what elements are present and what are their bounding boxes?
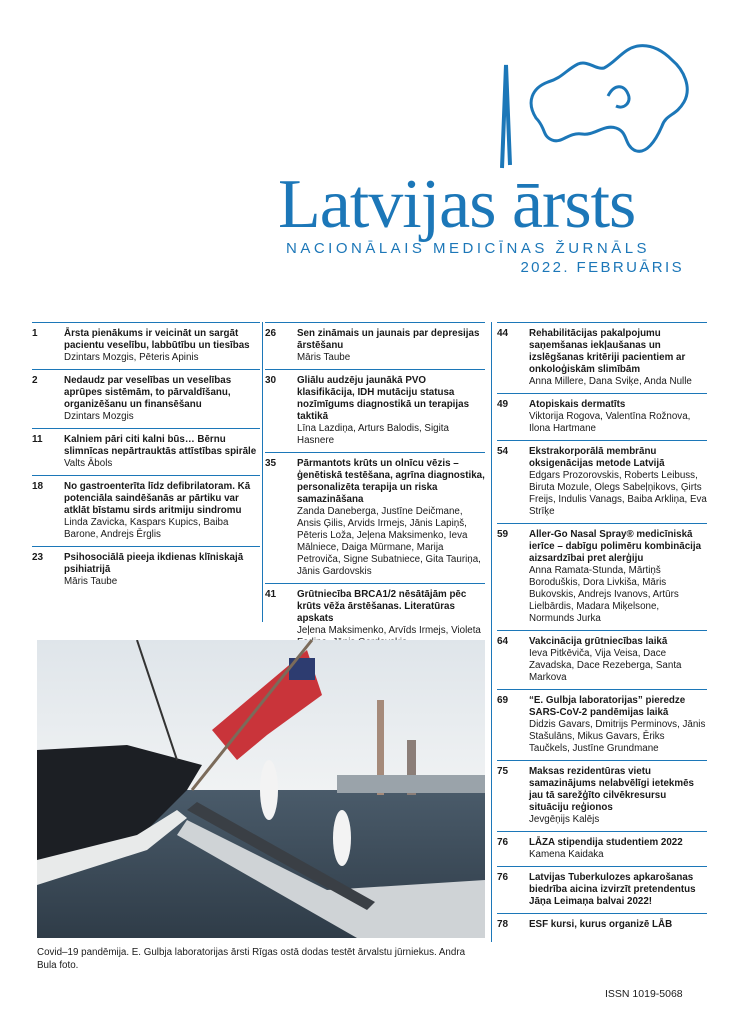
toc-entry[interactable] — [497, 630, 707, 689]
toc-entry[interactable] — [497, 689, 707, 760]
toc-page-number: 75 — [497, 766, 509, 777]
toc-page-number: 1 — [32, 328, 38, 339]
toc-article-title: Ārsta pienākums ir veicināt un sargāt pacientu veselību, labbūtību un tiesības — [64, 328, 250, 351]
toc-article-authors: Anna Millere, Dana Sviķe, Anda Nulle — [529, 376, 692, 387]
toc-entry[interactable] — [265, 322, 485, 369]
toc-entry[interactable] — [497, 831, 707, 866]
toc-entry[interactable] — [265, 452, 485, 583]
ship-photo-illustration — [37, 640, 485, 938]
toc-page-number: 44 — [497, 328, 509, 339]
toc-page-number: 41 — [265, 589, 277, 600]
toc-entry[interactable] — [497, 523, 707, 630]
toc-article-authors: Dzintars Mozgis, Pēteris Apinis — [64, 352, 199, 363]
toc-article-title: Latvijas Tuberkulozes apkarošanas biedrība aicina izvirzīt pretendentus Jāņa Leimaņa balvai 2022! — [529, 872, 696, 907]
toc-article-authors: Dzintars Mozgis — [64, 411, 134, 422]
toc-article-authors: Valts Ābols — [64, 458, 113, 469]
toc-entry[interactable] — [32, 369, 260, 428]
toc-article-title: Ekstrakorporālā membrānu oksigenācijas metode Latvijā — [529, 446, 665, 469]
toc-entry[interactable] — [497, 760, 707, 831]
toc-article-title: Atopiskais dermatīts — [529, 399, 626, 410]
toc-article-title: Nedaudz par veselības un veselības aprūpes sistēmām, to pārvaldīšanu, organizēšanu un finansēšanu — [64, 375, 232, 410]
cover-photo — [37, 640, 485, 938]
toc-article-authors: Zanda Daneberga, Justīne Deičmane, Ansis Ģilis, Arvids Irmejs, Jānis Lapiņš, Pēteris Loža, Jeļena Maksimenko, Ieva Mālniece, Daiga Mūrmane, Marija Petroviča, Signe Subatniece, Gita Tauriņa, Jānis Gardovskis — [297, 506, 481, 577]
magazine-title: Latvijas ārsts — [278, 166, 636, 243]
toc-page-number: 54 — [497, 446, 509, 457]
toc-page-number: 26 — [265, 328, 277, 339]
toc-article-authors: Viktorija Rogova, Valentīna Rožnova, Ilona Hartmane — [529, 411, 691, 434]
toc-article-title: ESF kursi, kurus organizē LĀB — [529, 919, 673, 930]
toc-article-authors: Kamena Kaidaka — [529, 849, 604, 860]
toc-column-2 — [265, 322, 485, 654]
toc-page-number: 76 — [497, 837, 509, 848]
toc-page-number: 76 — [497, 872, 509, 883]
toc-page-number: 78 — [497, 919, 509, 930]
masthead — [278, 40, 698, 290]
toc-article-title: Pārmantots krūts un olnīcu vēzis – ģenētiskā testēšana, agrīna diagnostika, personalizēta terapija un riska samazināšana — [297, 458, 485, 505]
toc-page-number: 18 — [32, 481, 44, 492]
toc-article-title: No gastroenterīta līdz defibrilatoram. Kā potenciāla saindēšanās ar pārtiku var atklāt bīstamu sirds aritmiju sindromu — [64, 481, 251, 516]
toc-entry[interactable] — [265, 369, 485, 452]
toc-entry[interactable] — [32, 546, 260, 593]
toc-column-3 — [497, 322, 707, 936]
toc-article-authors: Linda Zavicka, Kaspars Kupics, Baiba Barone, Andrejs Ērglis — [64, 517, 229, 540]
magazine-subtitle: NACIONĀLAIS MEDICĪNAS ŽURNĀLS — [286, 240, 651, 257]
toc-article-title: Vakcinācija grūtniecības laikā — [529, 636, 668, 647]
toc-article-title: “E. Gulbja laboratorijas” pieredze SARS-CoV-2 pandēmijas laikā — [529, 695, 686, 718]
toc-page-number: 30 — [265, 375, 277, 386]
toc-article-authors: Jeļena Maksimenko, Arvīds Irmejs, Violeta — [297, 625, 481, 636]
toc-article-title: Psihosociālā pieeja ikdienas klīniskajā psihiatrijā — [64, 552, 244, 575]
toc-entry[interactable] — [497, 322, 707, 393]
toc-page-number: 64 — [497, 636, 509, 647]
toc-entry[interactable] — [497, 393, 707, 440]
toc-page-number: 35 — [265, 458, 277, 469]
toc-page-number: 49 — [497, 399, 509, 410]
toc-entry[interactable] — [32, 322, 260, 369]
toc-entry[interactable] — [497, 913, 707, 936]
toc-page-number: 23 — [32, 552, 44, 563]
toc-article-title: Maksas rezidentūras vietu samazinājums nelabvēlīgi ietekmēs jau tā sarežģīto cilvēkresursu situāciju reģionos — [529, 766, 694, 813]
toc-column-1 — [32, 322, 260, 593]
toc-entry[interactable] — [497, 440, 707, 523]
toc-article-authors: Māris Taube — [297, 352, 351, 363]
column-divider — [491, 322, 492, 942]
issue-date: 2022. FEBRUĀRIS — [520, 259, 684, 276]
toc-article-authors: Jevgēņijs Kalējs — [529, 814, 600, 825]
toc-article-authors: Edgars Prozorovskis, Roberts Leibuss, Biruta Mozule, Olegs Sabeļņikovs, Ģirts Freijs, Indulis Vanags, Baiba Arkliņa, Eva Strīķe — [529, 470, 707, 517]
toc-entry[interactable] — [32, 475, 260, 546]
toc-article-title: Grūtniecība BRCA1/2 nēsātājām pēc krūts vēža ārstēšanas. Literatūras apskats — [297, 589, 467, 624]
toc-page-number: 2 — [32, 375, 38, 386]
toc-article-authors: Didzis Gavars, Dmitrijs Perminovs, Jānis Stašulāns, Mikus Gavars, Ēriks Taučkels, Justīne Grundmane — [529, 719, 706, 754]
toc-page-number: 11 — [32, 434, 43, 445]
toc-article-authors: Māris Taube — [64, 576, 118, 587]
toc-article-authors: Anna Ramata-Stunda, Mārtiņš Boroduškis, Dora Livkiša, Māris Bukovskis, Andrejs Ivanovs, Artūrs Lielbārdis, Madara Miķelsone, Normunds Jurka — [529, 565, 679, 624]
toc-page-number: 59 — [497, 529, 509, 540]
toc-article-authors: Ieva Pitkēviča, Vija Veisa, Dace Zavadska, Dace Rezeberga, Santa Markova — [529, 648, 682, 683]
toc-article-title: Aller-Go Nasal Spray® medicīniskā ierīce – dabīgu polimēru kombinācija aizsardzībai pret alerģiju — [529, 529, 702, 564]
toc-article-title: Sen zināmais un jaunais par depresijas ārstēšanu — [297, 328, 480, 351]
toc-article-title: LĀZA stipendija studentiem 2022 — [529, 837, 683, 848]
toc-page-number: 69 — [497, 695, 509, 706]
issn-number: ISSN 1019-5068 — [605, 988, 683, 1000]
column-divider — [262, 322, 263, 622]
toc-entry[interactable] — [32, 428, 260, 475]
toc-article-title: Rehabilitācijas pakalpojumu saņemšanas iekļaušanas un izslēgšanas kritēriji pacientiem ar onkoloģiskām slimībām — [529, 328, 686, 375]
latvia-map-logo — [496, 40, 696, 170]
toc-entry[interactable] — [497, 866, 707, 913]
toc-article-title: Gliālu audzēju jaunākā PVO klasifikācija, IDH mutāciju statusa nozīmīgums diagnostikā un terapijas taktikā — [297, 375, 470, 422]
photo-caption: Covid–19 pandēmija. E. Gulbja laboratorijas ārsti Rīgas ostā dodas testēt ārvalstu jūrniekus. Andra Bula foto. — [37, 947, 466, 971]
toc-article-title: Kalniem pāri citi kalni būs… Bērnu slimnīcas nepārtrauktās attīstības spirāle — [64, 434, 257, 457]
toc-article-authors: Līna Lazdiņa, Arturs Balodis, Sigita Hasnere — [297, 423, 449, 446]
